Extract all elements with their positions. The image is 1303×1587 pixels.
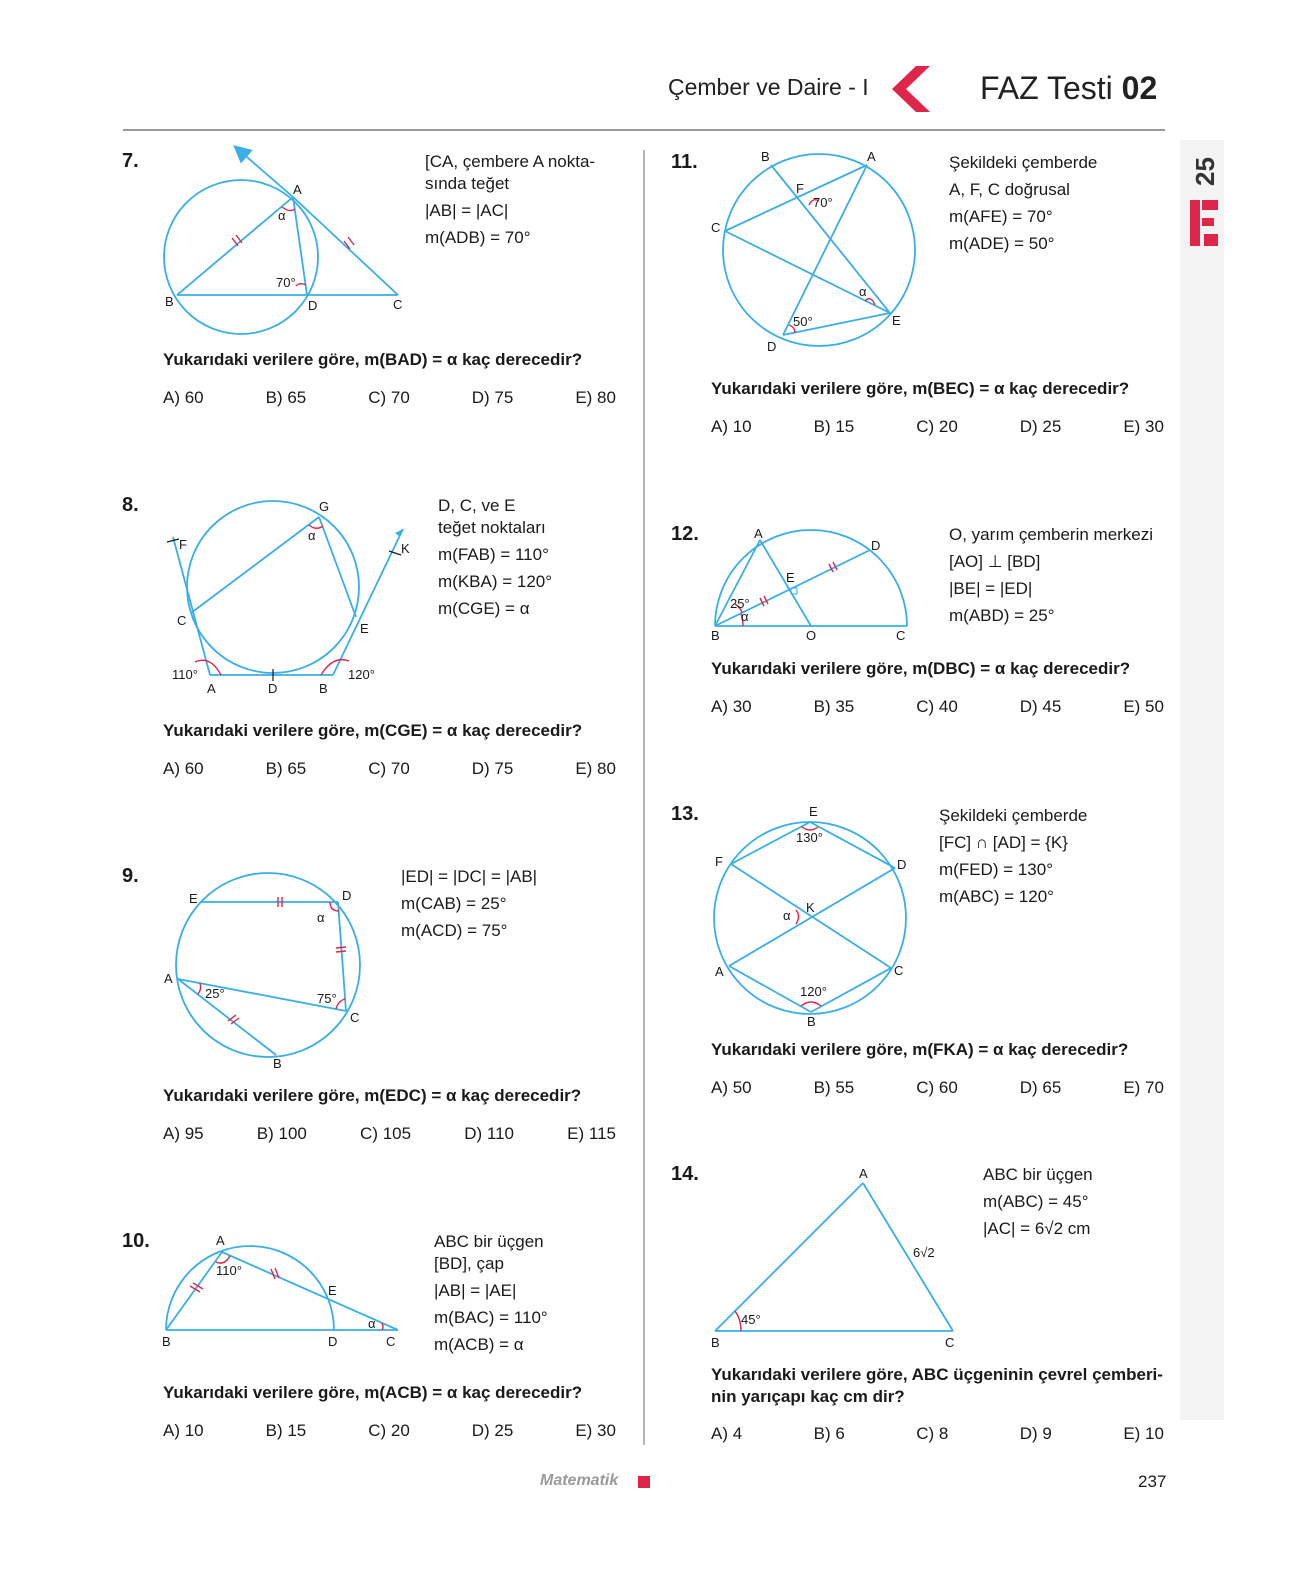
q7-number: 7. <box>122 150 139 172</box>
q7-given-line: sında teğet <box>425 174 510 193</box>
q14-question: Yukarıdaki verilere göre, ABC üçgeninin çevrel çemberi-nin yarıçapı kaç cm dir? <box>711 1365 1163 1406</box>
q11-label-B: B <box>761 149 770 164</box>
q7-label-D: D <box>308 298 318 313</box>
q9-given-line: m(ACD) = 75° <box>401 921 508 940</box>
q14-given-line: ABC bir üçgen <box>983 1165 1093 1184</box>
q7-options <box>163 388 616 408</box>
q13-given-line: [FC] ∩ [AD] = {K} <box>939 833 1068 852</box>
q10-label-D: D <box>328 1334 338 1349</box>
q14-given-line: m(ABC) = 45° <box>983 1192 1089 1211</box>
q10-label-alpha: α <box>368 1316 376 1331</box>
q12-option-e[interactable]: E) 50 <box>1123 697 1164 716</box>
q8-label-K: K <box>401 541 410 556</box>
q13-label-F: F <box>715 854 723 869</box>
q11-options <box>711 417 1164 437</box>
q7-label-C: C <box>393 297 403 312</box>
q8-label-E: E <box>360 621 369 636</box>
q11-label-alpha: α <box>859 284 867 299</box>
q10-label-110: 110° <box>216 1263 242 1278</box>
q13-option-c[interactable]: C) 60 <box>916 1078 958 1097</box>
q12-given-line: O, yarım çemberin merkezi <box>949 525 1154 544</box>
q11-given-line: Şekildeki çemberde <box>949 153 1098 172</box>
q12-given <box>949 521 1153 629</box>
q9-label-alpha: α <box>317 910 325 925</box>
q10-option-e[interactable]: E) 30 <box>575 1421 616 1440</box>
q9-label-A: A <box>164 971 173 986</box>
q14-label-C: C <box>945 1335 955 1350</box>
q11-option-d[interactable]: D) 25 <box>1019 417 1062 436</box>
q7-option-d[interactable]: D) 75 <box>471 388 514 407</box>
q11-label-D: D <box>767 339 777 354</box>
q9-option-a[interactable]: A) 95 <box>163 1124 204 1143</box>
q13-number: 13. <box>671 803 699 825</box>
footer-subject: Matematik <box>540 1472 619 1489</box>
q11-label-A: A <box>867 149 876 164</box>
q13-option-a[interactable]: A) 50 <box>711 1078 752 1097</box>
q14-label-side: 6√2 <box>913 1245 935 1260</box>
q13-given-line: m(ABC) = 120° <box>939 887 1054 906</box>
q8-question: Yukarıdaki verilere göre, m(CGE) = α kaç derecedir? <box>163 721 583 740</box>
q14-option-d[interactable]: D) 9 <box>1019 1424 1052 1443</box>
q10-given-line: ABC bir üçgen <box>434 1232 544 1251</box>
q10-option-b[interactable]: B) 15 <box>265 1421 307 1440</box>
q13-label-130: 130° <box>796 830 823 845</box>
q8-label-D: D <box>268 681 278 696</box>
q9-question: Yukarıdaki verilere göre, m(EDC) = α kaç derecedir? <box>163 1086 582 1105</box>
q8-option-e[interactable]: E) 80 <box>575 759 616 778</box>
q8-option-b[interactable]: B) 65 <box>265 759 307 778</box>
q10-option-c[interactable]: C) 20 <box>368 1421 410 1440</box>
q13-label-K: K <box>806 900 815 915</box>
q11-label-70: 70° <box>813 195 833 210</box>
q10-question: Yukarıdaki verilere göre, m(ACB) = α kaç derecedir? <box>163 1383 583 1402</box>
side-number-text: 25 <box>1190 157 1220 186</box>
side-number-25 <box>1186 150 1222 190</box>
q13-label-C: C <box>894 963 904 978</box>
q10-label-E: E <box>328 1283 337 1298</box>
q7-option-b[interactable]: B) 65 <box>265 388 307 407</box>
q12-option-a[interactable]: A) 30 <box>711 697 752 716</box>
q11-option-c[interactable]: C) 20 <box>916 417 958 436</box>
q13-label-E: E <box>809 804 818 819</box>
q11-option-a[interactable]: A) 10 <box>711 417 752 436</box>
q12-label-D: D <box>871 538 881 553</box>
q14-option-a[interactable]: A) 4 <box>711 1424 743 1443</box>
q12-option-d[interactable]: D) 45 <box>1019 697 1062 716</box>
q13-given-line: Şekildeki çemberde <box>939 806 1088 825</box>
q13-label-A: A <box>715 964 724 979</box>
q9-given-line: |ED| = |DC| = |AB| <box>401 867 538 886</box>
q10-label-C: C <box>386 1334 396 1349</box>
q11-given-line: m(ADE) = 50° <box>949 234 1055 253</box>
q11-given-line: m(AFE) = 70° <box>949 207 1053 226</box>
q10-options <box>163 1421 616 1441</box>
q14-number: 14. <box>671 1163 699 1185</box>
side-strip <box>1180 140 1224 1420</box>
q10-label-A: A <box>216 1233 225 1248</box>
q8-label-120: 120° <box>348 667 375 682</box>
q9-label-D: D <box>342 888 352 903</box>
q8-given-line: teğet noktaları <box>438 518 546 537</box>
q13-figure <box>705 800 930 1030</box>
q11-option-b[interactable]: B) 15 <box>813 417 855 436</box>
q14-label-A: A <box>859 1166 868 1181</box>
q13-question: Yukarıdaki verilere göre, m(FKA) = α kaç derecedir? <box>711 1040 1129 1059</box>
q8-given <box>438 492 552 622</box>
q10-option-d[interactable]: D) 25 <box>471 1421 514 1440</box>
q13-label-D: D <box>897 857 907 872</box>
q9-label-B: B <box>273 1056 282 1071</box>
q10-number: 10. <box>122 1230 150 1252</box>
q9-given-line: m(CAB) = 25° <box>401 894 507 913</box>
q7-given-line: [CA, çembere A nokta- <box>425 152 596 171</box>
q7-given-line: |AB| = |AC| <box>425 201 509 220</box>
q7-option-c[interactable]: C) 70 <box>368 388 410 407</box>
q7-option-e[interactable]: E) 80 <box>575 388 616 407</box>
q7-option-a[interactable]: A) 60 <box>163 388 204 407</box>
q10-option-a[interactable]: A) 10 <box>163 1421 204 1440</box>
q13-option-e[interactable]: E) 70 <box>1123 1078 1164 1097</box>
q12-label-alpha: α <box>741 609 749 624</box>
q7-given <box>425 148 595 251</box>
q9-given <box>401 863 537 944</box>
q8-options <box>163 759 616 779</box>
q8-label-C: C <box>177 613 187 628</box>
q13-label-B: B <box>807 1014 816 1029</box>
q10-given-line: [BD], çap <box>434 1254 504 1273</box>
q8-label-alpha: α <box>308 528 316 543</box>
q11-number: 11. <box>671 151 698 173</box>
q12-given-line: |BE| = |ED| <box>949 579 1033 598</box>
q8-given-line: D, C, ve E <box>438 496 516 515</box>
q14-given-line: |AC| = 6√2 cm <box>983 1219 1091 1238</box>
q14-option-c[interactable]: C) 8 <box>916 1424 949 1443</box>
q11-option-e[interactable]: E) 30 <box>1123 417 1164 436</box>
column-divider <box>643 150 645 1445</box>
q9-number: 9. <box>122 865 139 887</box>
q8-number: 8. <box>122 494 139 516</box>
test-title-text: FAZ Testi <box>980 70 1113 106</box>
q12-label-C: C <box>896 628 906 643</box>
header-divider <box>123 129 1165 131</box>
q8-figure <box>155 495 425 700</box>
q11-figure <box>705 145 935 360</box>
q8-given-line: m(FAB) = 110° <box>438 545 549 564</box>
q9-figure <box>160 865 390 1075</box>
q11-given-line: A, F, C doğrusal <box>949 180 1070 199</box>
q13-label-120: 120° <box>800 984 827 999</box>
q8-label-110: 110° <box>172 667 198 682</box>
q9-label-E: E <box>189 891 198 906</box>
q8-label-F: F <box>179 537 187 552</box>
q7-label-alpha: α <box>278 208 286 223</box>
chevron-logo-icon <box>888 66 932 112</box>
q12-label-E: E <box>786 570 795 585</box>
q13-option-b[interactable]: B) 55 <box>813 1078 855 1097</box>
q10-given <box>434 1228 548 1358</box>
q10-given-line: m(BAC) = 110° <box>434 1308 548 1327</box>
q10-given-line: m(ACB) = α <box>434 1335 524 1354</box>
q11-label-50: 50° <box>793 314 813 329</box>
footer-square-icon <box>638 1476 650 1488</box>
q7-label-B: B <box>165 294 174 309</box>
q13-option-d[interactable]: D) 65 <box>1019 1078 1062 1097</box>
q11-label-C: C <box>711 220 721 235</box>
q8-given-line: m(CGE) = α <box>438 599 530 618</box>
test-title <box>980 70 1157 107</box>
q11-label-F: F <box>796 181 804 196</box>
q7-given-line: m(ADB) = 70° <box>425 228 531 247</box>
q14-option-e[interactable]: E) 10 <box>1123 1424 1164 1443</box>
chapter-title: Çember ve Daire - I <box>668 74 869 100</box>
q12-figure <box>705 522 925 647</box>
q14-option-b[interactable]: B) 6 <box>813 1424 845 1443</box>
q9-option-c[interactable]: C) 105 <box>360 1124 412 1143</box>
q10-figure <box>158 1230 418 1355</box>
page-number: 237 <box>1138 1472 1167 1491</box>
faz-logo-icon <box>1188 198 1220 248</box>
q8-option-d[interactable]: D) 75 <box>471 759 514 778</box>
q8-label-A: A <box>207 681 216 696</box>
q14-given <box>983 1161 1093 1242</box>
q9-option-e[interactable]: E) 115 <box>567 1124 616 1143</box>
q12-option-c[interactable]: C) 40 <box>916 697 958 716</box>
q12-question: Yukarıdaki verilere göre, m(DBC) = α kaç derecedir? <box>711 659 1131 678</box>
q12-number: 12. <box>671 523 699 545</box>
q8-label-B: B <box>319 681 328 696</box>
q11-given <box>949 149 1097 257</box>
q11-label-E: E <box>892 313 901 328</box>
q8-given-line: m(KBA) = 120° <box>438 572 553 591</box>
q14-figure <box>705 1163 975 1353</box>
q12-options <box>711 697 1164 717</box>
q14-label-45: 45° <box>741 1312 761 1327</box>
q13-given <box>939 802 1087 910</box>
q12-given-line: [AO] ⊥ [BD] <box>949 552 1041 571</box>
q9-option-d[interactable]: D) 110 <box>464 1124 514 1143</box>
q10-given-line: |AB| = |AE| <box>434 1281 517 1300</box>
q12-option-b[interactable]: B) 35 <box>813 697 855 716</box>
q12-label-B: B <box>711 628 720 643</box>
q9-options <box>163 1124 616 1144</box>
q8-label-G: G <box>319 499 330 514</box>
q12-label-25: 25° <box>730 596 750 611</box>
q8-option-a[interactable]: A) 60 <box>163 759 204 778</box>
q9-option-b[interactable]: B) 100 <box>256 1124 307 1143</box>
test-number: 02 <box>1121 70 1158 106</box>
q10-label-B: B <box>162 1334 171 1349</box>
q13-options <box>711 1078 1164 1098</box>
q9-label-25: 25° <box>205 986 225 1001</box>
q7-label-70: 70° <box>276 275 296 290</box>
q9-label-C: C <box>350 1010 360 1025</box>
q7-figure <box>150 145 420 320</box>
q14-label-B: B <box>711 1335 720 1350</box>
q12-label-A: A <box>754 526 763 541</box>
q13-label-alpha: α <box>783 908 791 923</box>
q13-given-line: m(FED) = 130° <box>939 860 1054 879</box>
q14-options <box>711 1424 1164 1444</box>
q12-given-line: m(ABD) = 25° <box>949 606 1055 625</box>
q11-question: Yukarıdaki verilere göre, m(BEC) = α kaç derecedir? <box>711 379 1130 398</box>
q7-question: Yukarıdaki verilere göre, m(BAD) = α kaç derecedir? <box>163 350 583 369</box>
q8-option-c[interactable]: C) 70 <box>368 759 410 778</box>
q7-label-A: A <box>293 182 302 197</box>
q12-label-O: O <box>806 628 817 643</box>
q9-label-75: 75° <box>317 991 337 1006</box>
